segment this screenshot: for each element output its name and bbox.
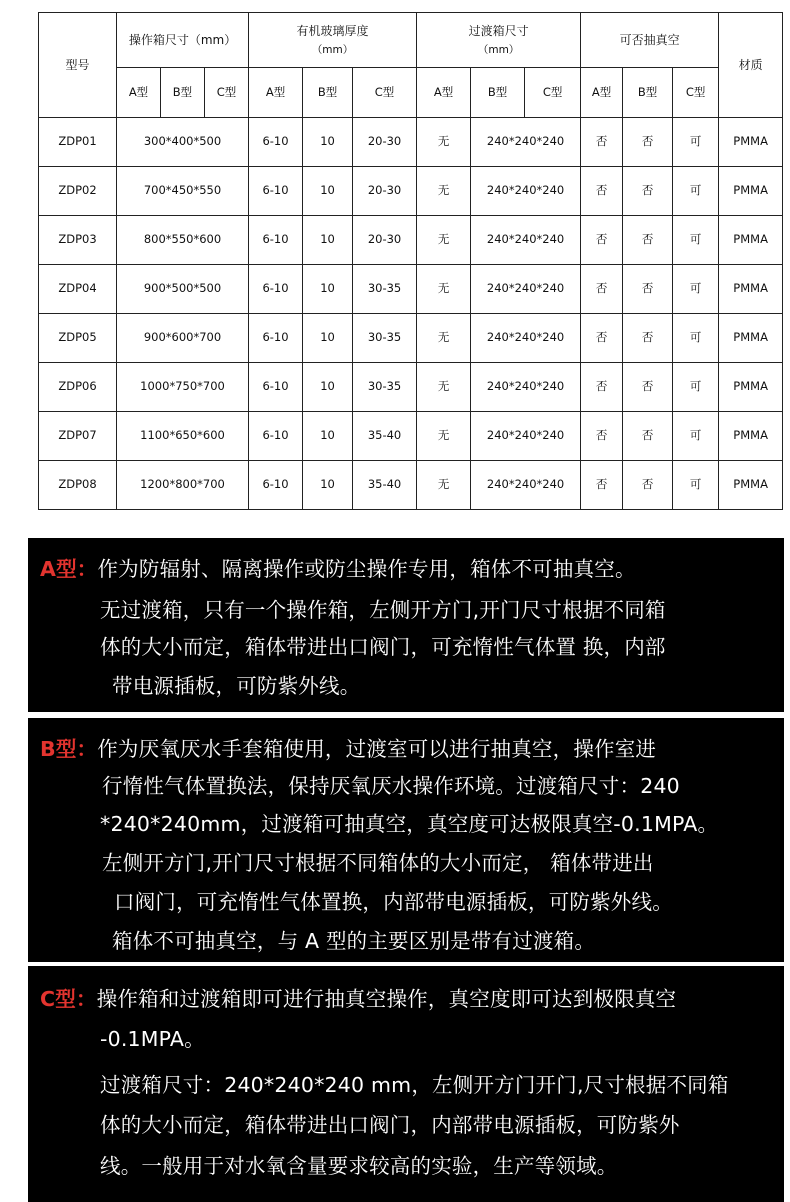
cell-vacuum-a: 否	[581, 412, 623, 461]
cell-transfer-a: 无	[417, 363, 471, 412]
type-b-line-3: *240*240mm，过渡箱可抽真空，真空度可达极限真空-0.1MPA。	[100, 812, 719, 836]
cell-size: 700*450*550	[117, 167, 249, 216]
header-transfer-unit: （mm）	[477, 44, 520, 56]
cell-vacuum-b: 否	[623, 363, 673, 412]
cell-size: 900*600*700	[117, 314, 249, 363]
table-row	[39, 118, 783, 167]
type-b-text-1: 作为厌氧厌水手套箱使用，过渡室可以进行抽真空，操作室进	[97, 737, 657, 761]
header-size-type-a: A型	[117, 68, 161, 118]
header-glass-type-c: C型	[353, 68, 417, 118]
cell-vacuum-b: 否	[623, 412, 673, 461]
type-b-line-4: 左侧开方门,开门尺寸根据不同箱体的大小而定， 箱体带进出	[102, 851, 654, 875]
cell-model: ZDP04	[39, 265, 117, 314]
cell-size: 800*550*600	[117, 216, 249, 265]
type-b-tag: B型：	[40, 737, 98, 761]
cell-transfer-bc: 240*240*240	[471, 118, 581, 167]
cell-transfer-a: 无	[417, 216, 471, 265]
cell-glass-b: 10	[303, 412, 353, 461]
cell-vacuum-b: 否	[623, 314, 673, 363]
cell-size: 1100*650*600	[117, 412, 249, 461]
cell-transfer-a: 无	[417, 314, 471, 363]
header-vacuum: 可否抽真空	[581, 13, 719, 68]
cell-glass-b: 10	[303, 216, 353, 265]
table-row	[39, 412, 783, 461]
table-row	[39, 216, 783, 265]
cell-model: ZDP08	[39, 461, 117, 510]
cell-vacuum-c: 可	[673, 118, 719, 167]
cell-vacuum-c: 可	[673, 216, 719, 265]
type-a-line-1	[40, 552, 636, 582]
cell-glass-a: 6-10	[249, 461, 303, 510]
table-row	[39, 461, 783, 510]
cell-vacuum-a: 否	[581, 265, 623, 314]
header-glass-type-b: B型	[303, 68, 353, 118]
cell-glass-c: 20-30	[353, 118, 417, 167]
cell-transfer-bc: 240*240*240	[471, 461, 581, 510]
cell-vacuum-a: 否	[581, 118, 623, 167]
cell-model: ZDP05	[39, 314, 117, 363]
cell-vacuum-a: 否	[581, 314, 623, 363]
cell-size: 1000*750*700	[117, 363, 249, 412]
header-glass	[249, 13, 417, 68]
type-a-line-3: 体的大小而定，箱体带进出口阀门，可充惰性气体置 换，内部	[100, 635, 666, 659]
type-a-description	[28, 538, 784, 712]
cell-transfer-a: 无	[417, 118, 471, 167]
header-transfer	[417, 13, 581, 68]
cell-model: ZDP01	[39, 118, 117, 167]
cell-glass-a: 6-10	[249, 314, 303, 363]
cell-glass-a: 6-10	[249, 265, 303, 314]
cell-transfer-bc: 240*240*240	[471, 314, 581, 363]
type-c-line-1	[40, 982, 676, 1012]
header-transfer-type-b: B型	[471, 68, 525, 118]
cell-glass-c: 30-35	[353, 314, 417, 363]
header-vacuum-type-a: A型	[581, 68, 623, 118]
cell-glass-b: 10	[303, 314, 353, 363]
cell-glass-c: 30-35	[353, 363, 417, 412]
cell-vacuum-b: 否	[623, 118, 673, 167]
cell-size: 1200*800*700	[117, 461, 249, 510]
cell-glass-a: 6-10	[249, 216, 303, 265]
table-row	[39, 265, 783, 314]
cell-glass-b: 10	[303, 167, 353, 216]
cell-transfer-bc: 240*240*240	[471, 216, 581, 265]
type-b-line-6: 箱体不可抽真空，与 A 型的主要区别是带有过渡箱。	[112, 929, 596, 953]
type-a-line-4: 带电源插板，可防紫外线。	[112, 674, 361, 698]
cell-transfer-bc: 240*240*240	[471, 265, 581, 314]
cell-glass-a: 6-10	[249, 167, 303, 216]
cell-transfer-a: 无	[417, 265, 471, 314]
cell-vacuum-b: 否	[623, 167, 673, 216]
header-glass-type-a: A型	[249, 68, 303, 118]
type-a-text-1: 作为防辐射、隔离操作或防尘操作专用，箱体不可抽真空。	[97, 557, 636, 581]
cell-glass-c: 30-35	[353, 265, 417, 314]
header-transfer-label: 过渡箱尺寸	[468, 23, 529, 38]
cell-vacuum-c: 可	[673, 412, 719, 461]
cell-material: PMMA	[719, 216, 783, 265]
cell-vacuum-b: 否	[623, 461, 673, 510]
cell-size: 900*500*500	[117, 265, 249, 314]
type-c-line-4: 体的大小而定，箱体带进出口阀门，内部带电源插板，可防紫外	[100, 1113, 680, 1137]
cell-material: PMMA	[719, 167, 783, 216]
cell-glass-c: 20-30	[353, 216, 417, 265]
cell-glass-a: 6-10	[249, 412, 303, 461]
cell-glass-c: 35-40	[353, 412, 417, 461]
cell-glass-b: 10	[303, 461, 353, 510]
type-c-description	[28, 966, 784, 1202]
type-b-line-1	[40, 732, 656, 762]
cell-transfer-a: 无	[417, 461, 471, 510]
cell-glass-a: 6-10	[249, 118, 303, 167]
cell-vacuum-c: 可	[673, 461, 719, 510]
cell-glass-b: 10	[303, 118, 353, 167]
type-c-tag: C型：	[40, 987, 97, 1011]
cell-glass-a: 6-10	[249, 363, 303, 412]
header-size-type-c: C型	[205, 68, 249, 118]
cell-glass-c: 20-30	[353, 167, 417, 216]
type-b-description	[28, 718, 784, 962]
cell-vacuum-a: 否	[581, 167, 623, 216]
cell-vacuum-a: 否	[581, 363, 623, 412]
cell-glass-c: 35-40	[353, 461, 417, 510]
cell-material: PMMA	[719, 265, 783, 314]
cell-glass-b: 10	[303, 265, 353, 314]
table-row	[39, 167, 783, 216]
header-material: 材质	[719, 13, 783, 118]
cell-transfer-bc: 240*240*240	[471, 167, 581, 216]
type-b-line-5: 口阀门，可充惰性气体置换，内部带电源插板，可防紫外线。	[114, 890, 673, 914]
type-a-tag: A型：	[40, 557, 98, 581]
type-a-line-2: 无过渡箱，只有一个操作箱，左侧开方门,开门尺寸根据不同箱	[100, 598, 666, 622]
cell-vacuum-c: 可	[673, 363, 719, 412]
table-row	[39, 363, 783, 412]
cell-vacuum-a: 否	[581, 216, 623, 265]
type-c-line-5: 线。一般用于对水氧含量要求较高的实验，生产等领域。	[100, 1154, 618, 1178]
cell-vacuum-c: 可	[673, 314, 719, 363]
cell-glass-b: 10	[303, 363, 353, 412]
header-transfer-type-c: C型	[525, 68, 581, 118]
header-glass-label: 有机玻璃厚度	[296, 23, 369, 38]
cell-model: ZDP03	[39, 216, 117, 265]
header-transfer-type-a: A型	[417, 68, 471, 118]
cell-transfer-bc: 240*240*240	[471, 412, 581, 461]
cell-model: ZDP06	[39, 363, 117, 412]
cell-material: PMMA	[719, 363, 783, 412]
cell-model: ZDP02	[39, 167, 117, 216]
table-row	[39, 314, 783, 363]
cell-vacuum-b: 否	[623, 265, 673, 314]
cell-size: 300*400*500	[117, 118, 249, 167]
type-c-line-2: -0.1MPA。	[100, 1027, 205, 1051]
header-op-box-size-label: 操作箱尺寸	[128, 32, 189, 47]
header-op-box-size	[117, 13, 249, 68]
header-op-box-unit: （mm）	[188, 32, 237, 47]
header-vacuum-type-c: C型	[673, 68, 719, 118]
type-c-line-3: 过渡箱尺寸：240*240*240 mm，左侧开方门开门,尺寸根据不同箱	[100, 1073, 729, 1097]
cell-vacuum-b: 否	[623, 216, 673, 265]
cell-material: PMMA	[719, 314, 783, 363]
cell-vacuum-a: 否	[581, 461, 623, 510]
cell-vacuum-c: 可	[673, 265, 719, 314]
cell-material: PMMA	[719, 412, 783, 461]
cell-model: ZDP07	[39, 412, 117, 461]
cell-transfer-a: 无	[417, 412, 471, 461]
cell-vacuum-c: 可	[673, 167, 719, 216]
spec-table	[38, 12, 783, 510]
cell-transfer-a: 无	[417, 167, 471, 216]
cell-material: PMMA	[719, 461, 783, 510]
header-glass-unit: （mm）	[311, 44, 354, 56]
header-vacuum-type-b: B型	[623, 68, 673, 118]
header-size-type-b: B型	[161, 68, 205, 118]
type-b-line-2: 行惰性气体置换法，保持厌氧厌水操作环境。过渡箱尺寸：240	[102, 774, 680, 798]
type-c-text-1: 操作箱和过渡箱即可进行抽真空操作，真空度即可达到极限真空	[96, 987, 677, 1011]
cell-transfer-bc: 240*240*240	[471, 363, 581, 412]
header-model: 型号	[39, 13, 117, 118]
cell-material: PMMA	[719, 118, 783, 167]
